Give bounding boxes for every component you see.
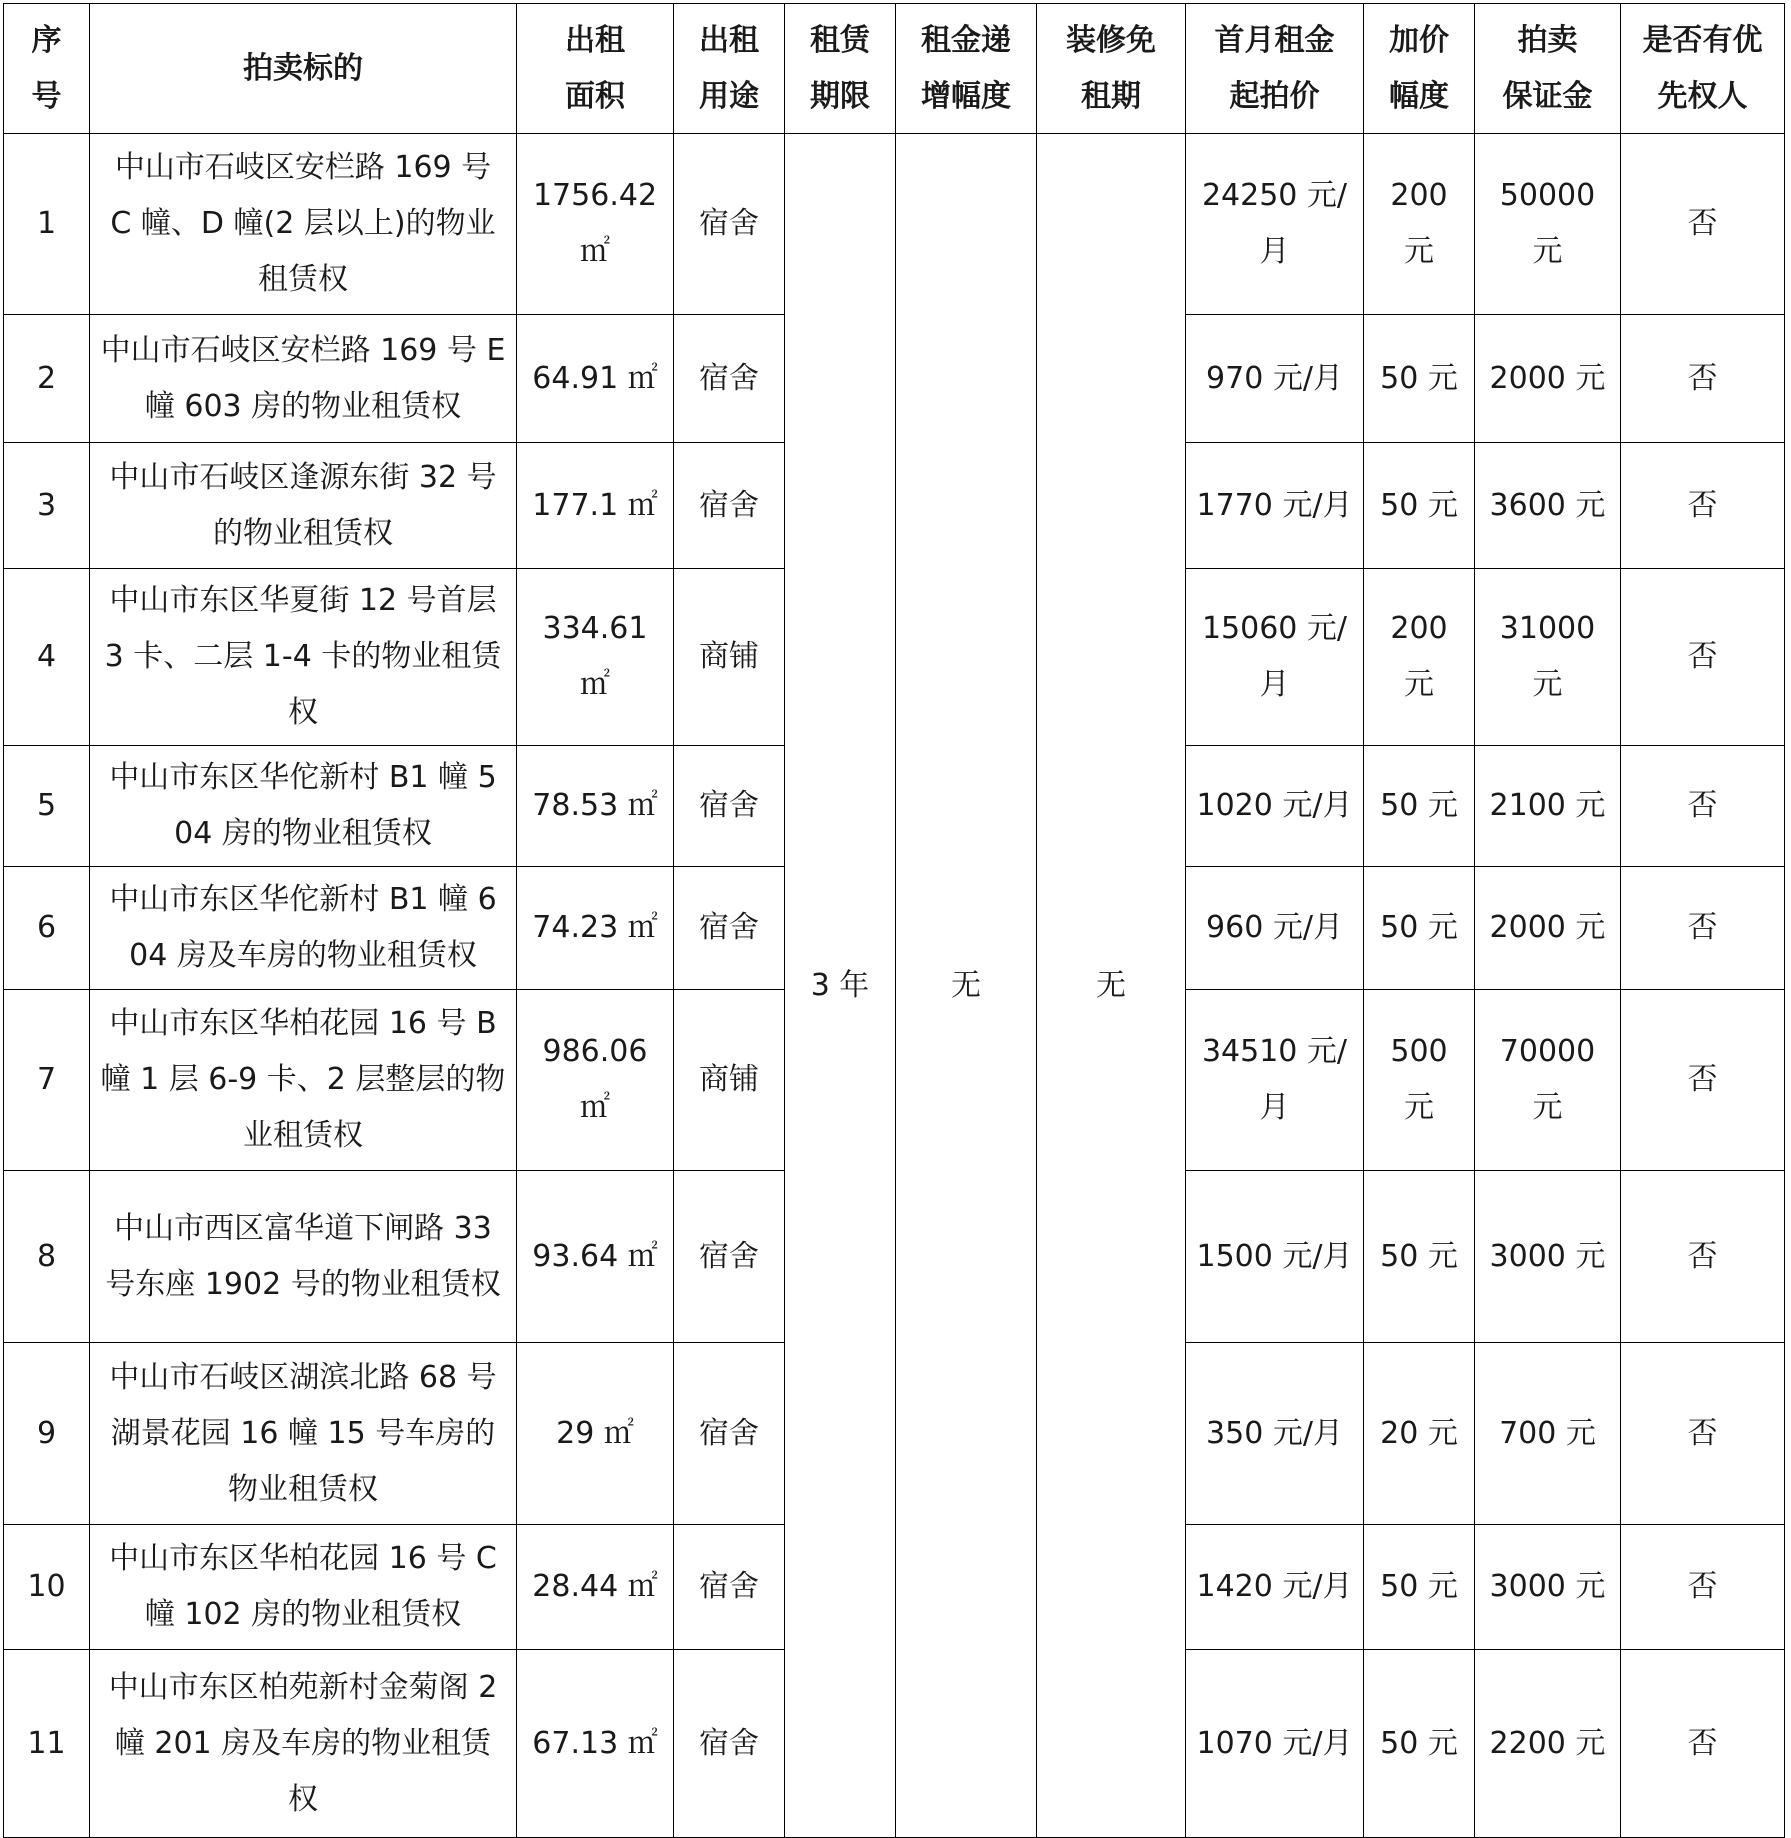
cell-no: 5 bbox=[4, 746, 90, 867]
cell-area: 177.1 ㎡ bbox=[517, 443, 674, 569]
cell-priority: 否 bbox=[1621, 746, 1785, 867]
cell-area: 74.23 ㎡ bbox=[517, 867, 674, 990]
cell-subject: 中山市石岐区安栏路 169 号 C 幢、D 幢(2 层以上)的物业租赁权 bbox=[90, 134, 517, 315]
cell-subject: 中山市东区华柏花园 16 号 B 幢 1 层 6-9 卡、2 层整层的物业租赁权 bbox=[90, 990, 517, 1171]
cell-subject: 中山市东区柏苑新村金菊阁 2 幢 201 房及车房的物业租赁权 bbox=[90, 1650, 517, 1838]
cell-area: 67.13 ㎡ bbox=[517, 1650, 674, 1838]
cell-subject: 中山市东区华佗新村 B1 幢 504 房的物业租赁权 bbox=[90, 746, 517, 867]
header-cell-area: 出租 面积 bbox=[517, 4, 674, 134]
cell-increment: 50 元 bbox=[1364, 746, 1475, 867]
cell-priority: 否 bbox=[1621, 1525, 1785, 1650]
cell-use: 宿舍 bbox=[674, 1525, 785, 1650]
cell-rent-increase: 无 bbox=[896, 134, 1037, 1838]
cell-priority: 否 bbox=[1621, 134, 1785, 315]
cell-deposit: 700 元 bbox=[1475, 1343, 1621, 1525]
cell-deposit: 3000 元 bbox=[1475, 1525, 1621, 1650]
cell-increment: 50 元 bbox=[1364, 1171, 1475, 1343]
header-cell-subject: 拍卖标的 bbox=[90, 4, 517, 134]
header-cell-priority: 是否有优 先权人 bbox=[1621, 4, 1785, 134]
cell-use: 宿舍 bbox=[674, 1650, 785, 1838]
header-cell-deposit: 拍卖 保证金 bbox=[1475, 4, 1621, 134]
cell-increment: 50 元 bbox=[1364, 1650, 1475, 1838]
cell-starting-price: 1020 元/月 bbox=[1186, 746, 1364, 867]
cell-use: 商铺 bbox=[674, 990, 785, 1171]
cell-increment: 200 元 bbox=[1364, 569, 1475, 746]
cell-increment: 50 元 bbox=[1364, 443, 1475, 569]
table-body bbox=[4, 134, 1785, 1838]
cell-increment: 50 元 bbox=[1364, 867, 1475, 990]
cell-no: 1 bbox=[4, 134, 90, 315]
cell-area: 334.61 ㎡ bbox=[517, 569, 674, 746]
cell-subject: 中山市西区富华道下闸路 33 号东座 1902 号的物业租赁权 bbox=[90, 1171, 517, 1343]
cell-increment: 50 元 bbox=[1364, 1525, 1475, 1650]
cell-deposit: 50000 元 bbox=[1475, 134, 1621, 315]
table-row bbox=[4, 134, 1785, 315]
cell-lease-term: 3 年 bbox=[785, 134, 896, 1838]
cell-starting-price: 1420 元/月 bbox=[1186, 1525, 1364, 1650]
cell-priority: 否 bbox=[1621, 315, 1785, 443]
cell-area: 78.53 ㎡ bbox=[517, 746, 674, 867]
cell-starting-price: 960 元/月 bbox=[1186, 867, 1364, 990]
cell-priority: 否 bbox=[1621, 1171, 1785, 1343]
cell-deposit: 31000 元 bbox=[1475, 569, 1621, 746]
cell-no: 4 bbox=[4, 569, 90, 746]
cell-use: 宿舍 bbox=[674, 1343, 785, 1525]
cell-starting-price: 1770 元/月 bbox=[1186, 443, 1364, 569]
header-cell-use: 出租 用途 bbox=[674, 4, 785, 134]
header-cell-lease-term: 租赁 期限 bbox=[785, 4, 896, 134]
cell-starting-price: 24250 元/月 bbox=[1186, 134, 1364, 315]
cell-starting-price: 34510 元/月 bbox=[1186, 990, 1364, 1171]
cell-deposit: 3000 元 bbox=[1475, 1171, 1621, 1343]
cell-no: 7 bbox=[4, 990, 90, 1171]
cell-no: 10 bbox=[4, 1525, 90, 1650]
cell-no: 9 bbox=[4, 1343, 90, 1525]
cell-deposit: 3600 元 bbox=[1475, 443, 1621, 569]
cell-use: 宿舍 bbox=[674, 134, 785, 315]
cell-area: 1756.42 ㎡ bbox=[517, 134, 674, 315]
cell-subject: 中山市东区华夏街 12 号首层 3 卡、二层 1-4 卡的物业租赁权 bbox=[90, 569, 517, 746]
cell-increment: 500 元 bbox=[1364, 990, 1475, 1171]
cell-increment: 200 元 bbox=[1364, 134, 1475, 315]
cell-starting-price: 350 元/月 bbox=[1186, 1343, 1364, 1525]
cell-deposit: 2000 元 bbox=[1475, 315, 1621, 443]
cell-starting-price: 1500 元/月 bbox=[1186, 1171, 1364, 1343]
cell-subject: 中山市东区华佗新村 B1 幢 604 房及车房的物业租赁权 bbox=[90, 867, 517, 990]
cell-no: 8 bbox=[4, 1171, 90, 1343]
cell-priority: 否 bbox=[1621, 443, 1785, 569]
cell-deposit: 2000 元 bbox=[1475, 867, 1621, 990]
cell-priority: 否 bbox=[1621, 867, 1785, 990]
cell-area: 64.91 ㎡ bbox=[517, 315, 674, 443]
cell-priority: 否 bbox=[1621, 990, 1785, 1171]
cell-starting-price: 15060 元/月 bbox=[1186, 569, 1364, 746]
cell-use: 宿舍 bbox=[674, 315, 785, 443]
cell-no: 6 bbox=[4, 867, 90, 990]
header-cell-starting-price: 首月租金 起拍价 bbox=[1186, 4, 1364, 134]
cell-area: 986.06 ㎡ bbox=[517, 990, 674, 1171]
cell-deposit: 2100 元 bbox=[1475, 746, 1621, 867]
cell-area: 29 ㎡ bbox=[517, 1343, 674, 1525]
header-cell-increment: 加价 幅度 bbox=[1364, 4, 1475, 134]
cell-free-rent: 无 bbox=[1037, 134, 1186, 1838]
cell-starting-price: 970 元/月 bbox=[1186, 315, 1364, 443]
cell-subject: 中山市东区华柏花园 16 号 C 幢 102 房的物业租赁权 bbox=[90, 1525, 517, 1650]
auction-table bbox=[3, 3, 1785, 1838]
cell-starting-price: 1070 元/月 bbox=[1186, 1650, 1364, 1838]
cell-use: 宿舍 bbox=[674, 867, 785, 990]
cell-deposit: 2200 元 bbox=[1475, 1650, 1621, 1838]
cell-subject: 中山市石岐区安栏路 169 号 E 幢 603 房的物业租赁权 bbox=[90, 315, 517, 443]
cell-subject: 中山市石岐区湖滨北路 68 号湖景花园 16 幢 15 号车房的物业租赁权 bbox=[90, 1343, 517, 1525]
cell-use: 宿舍 bbox=[674, 443, 785, 569]
cell-no: 2 bbox=[4, 315, 90, 443]
cell-deposit: 70000 元 bbox=[1475, 990, 1621, 1171]
cell-increment: 20 元 bbox=[1364, 1343, 1475, 1525]
cell-no: 3 bbox=[4, 443, 90, 569]
cell-use: 宿舍 bbox=[674, 746, 785, 867]
cell-increment: 50 元 bbox=[1364, 315, 1475, 443]
cell-subject: 中山市石岐区逢源东街 32 号的物业租赁权 bbox=[90, 443, 517, 569]
cell-priority: 否 bbox=[1621, 569, 1785, 746]
header-cell-free-rent: 装修免 租期 bbox=[1037, 4, 1186, 134]
cell-no: 11 bbox=[4, 1650, 90, 1838]
cell-area: 28.44 ㎡ bbox=[517, 1525, 674, 1650]
cell-priority: 否 bbox=[1621, 1650, 1785, 1838]
cell-priority: 否 bbox=[1621, 1343, 1785, 1525]
header-row bbox=[4, 4, 1785, 134]
cell-use: 商铺 bbox=[674, 569, 785, 746]
header-cell-no: 序 号 bbox=[4, 4, 90, 134]
cell-area: 93.64 ㎡ bbox=[517, 1171, 674, 1343]
header-cell-rent-increase: 租金递 增幅度 bbox=[896, 4, 1037, 134]
cell-use: 宿舍 bbox=[674, 1171, 785, 1343]
